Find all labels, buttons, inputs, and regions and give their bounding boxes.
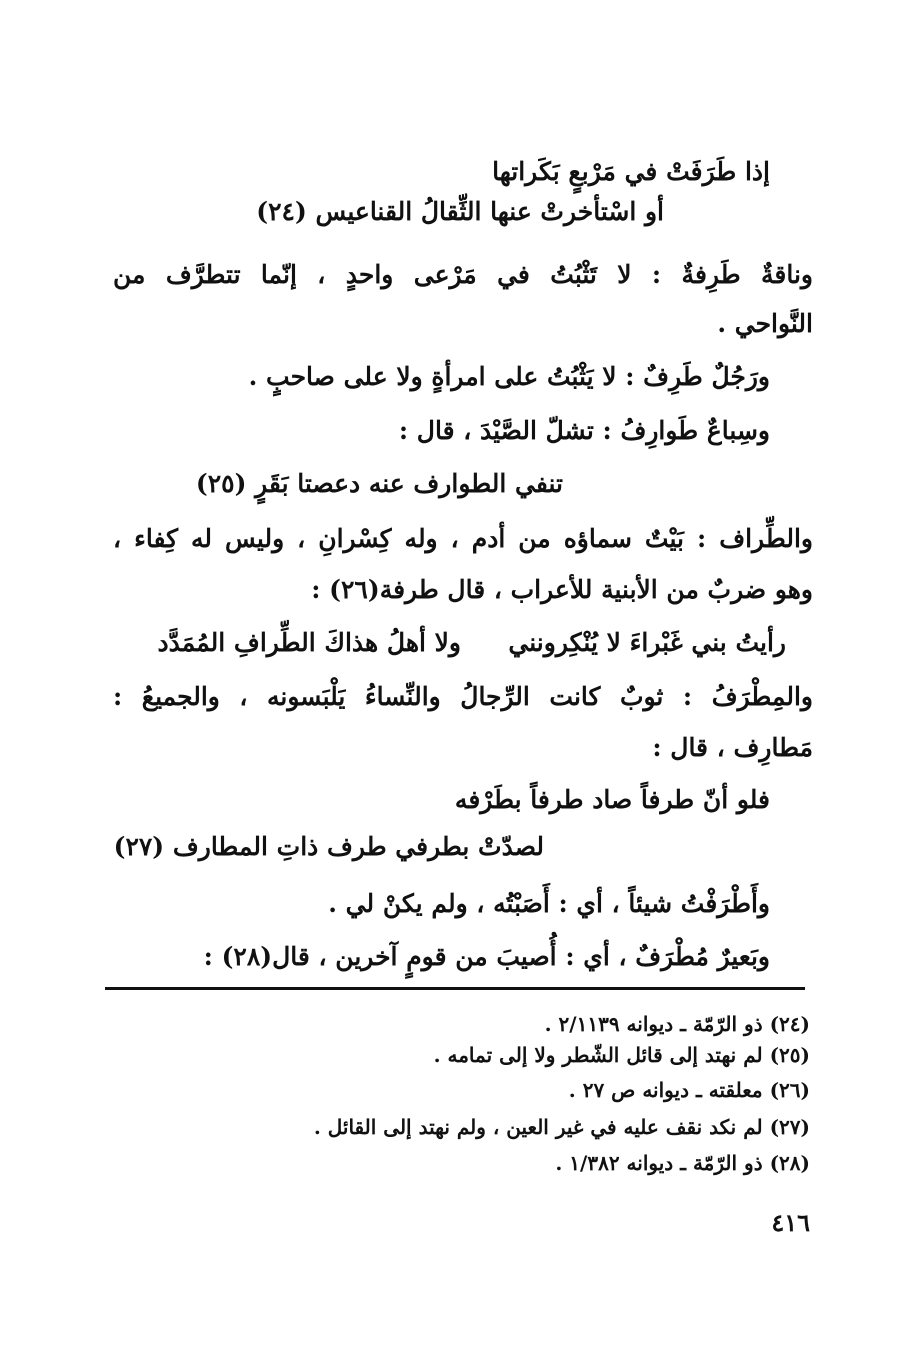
footnote-28: (٢٨) ذو الرّمّة ـ ديوانه ١/٣٨٢ . [555, 1151, 810, 1175]
verse-1-first-hemistich: إذا طَرَفَتْ في مَرْبعٍ بَكَراتها [492, 157, 770, 186]
line-sibaa: وسِباعٌ طَوارِفُ : تشلّ الصَّيْدَ ، قال : [398, 416, 770, 445]
line-rajul: ورَجُلٌ طَرِفٌ : لا يَثْبُتُ على امرأةٍ ولا على صاحبٍ . [248, 362, 770, 391]
paragraph-naqa-line-1: وناقةٌ طَرِفةٌ : لا تَثْبُتُ في مَرْعى واحدٍ ، إنّما تتطرَّف من [113, 260, 813, 289]
footnote-24: (٢٤) ذو الرّمّة ـ ديوانه ٢/١١٣٩ . [544, 1012, 810, 1036]
verse-2: تنفي الطوارف عنه دعصتا بَقَرٍ (٢٥) [195, 469, 563, 498]
verse-4-second-hemistich: لصدّتْ بطرفي طرف ذاتِ المطارف (٢٧) [113, 832, 544, 861]
verse-4-first-hemistich: فلو أنّ طرفاً صاد طرفاً بطَرْفه [454, 785, 770, 814]
page-number: ٤١٦ [771, 1208, 810, 1237]
footnote-26: (٢٦) معلقته ـ ديوانه ص ٢٧ . [568, 1078, 810, 1102]
paragraph-mitraf-line-1: والمِطْرَفُ : ثوبٌ كانت الرِّجالُ والنِّساءُ يَلْبَسونه ، والجميعُ : [113, 682, 813, 711]
footnote-27: (٢٧) لم نكد نقف عليه في غير العين ، ولم نهتد إلى القائل . [313, 1115, 810, 1139]
footnote-separator [105, 987, 805, 990]
paragraph-naqa-line-2: النَّواحي . [717, 309, 813, 338]
verse-3-second-hemistich: ولا أهلُ هذاكَ الطِّرافِ المُمَدَّد [157, 628, 461, 657]
footnote-25: (٢٥) لم نهتد إلى قائل الشّطر ولا إلى تمامه . [433, 1043, 810, 1067]
paragraph-tiraf-line-1: والطِّراف : بَيْتٌ سماؤه من أدم ، وله كِسْرانِ ، وليس له كِفاء ، [113, 524, 813, 553]
verse-3-first-hemistich: رأيتُ بني غَبْراءَ لا يُنْكِرونني [508, 628, 786, 657]
paragraph-tiraf-line-2: وهو ضربٌ من الأبنية للأعراب ، قال طرفة(٢٦) : [311, 575, 813, 604]
paragraph-mitraf-line-2: مَطارِف ، قال : [652, 733, 813, 762]
line-baeer: وبَعيرٌ مُطْرَفٌ ، أي : أُصيبَ من قومٍ آخرين ، قال(٢٨) : [203, 942, 770, 971]
verse-1-second-hemistich: أو اسْتأخرتْ عنها الثِّقالُ القناعيس (٢٤) [256, 197, 664, 226]
line-atraft: وأَطْرَفْتُ شيئاً ، أي : أَصَبْتُه ، ولم يكنْ لي . [328, 889, 770, 918]
